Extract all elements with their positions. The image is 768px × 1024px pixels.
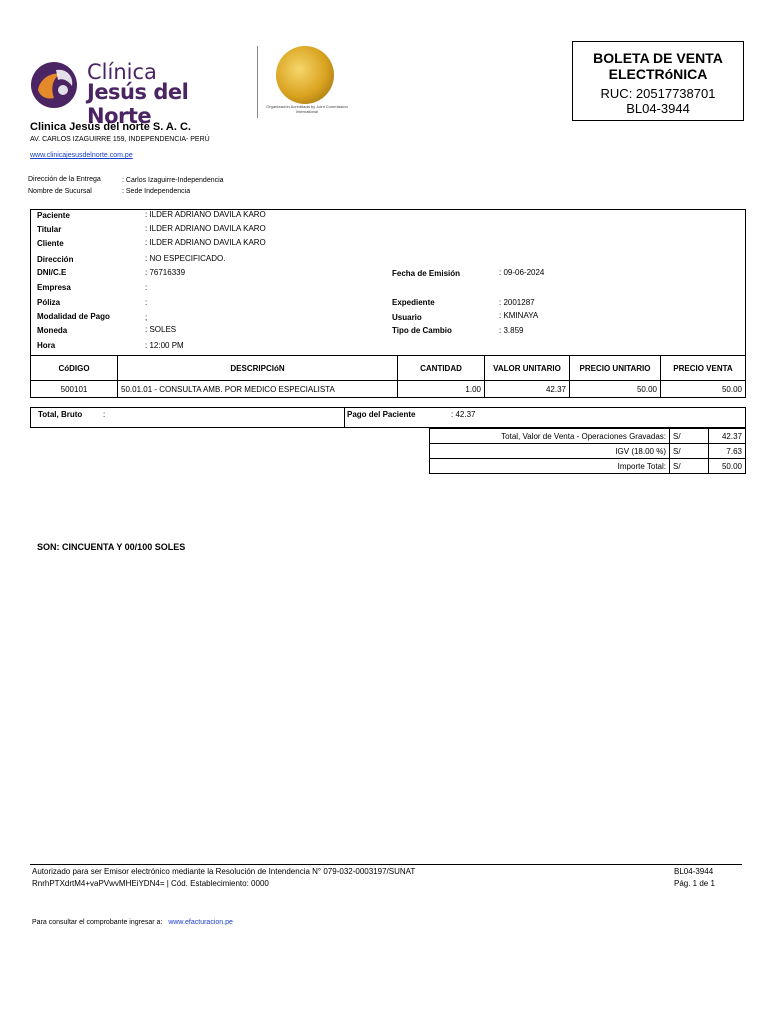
summary-label: Importe Total: [430, 459, 670, 474]
efacturacion-link[interactable]: www.efacturacion.pe [168, 919, 233, 926]
empresa-value: : [145, 283, 148, 292]
delivery-address-value: : Carlos Izaguirre-Independencia [122, 177, 224, 184]
document-title-box [572, 41, 744, 121]
moneda-value: : SOLES [145, 325, 177, 334]
cell-cantidad: 1.00 [398, 381, 485, 398]
paciente-label: Paciente [37, 211, 70, 220]
titular-value: : ILDER ADRIANO DAVILA KARO [145, 224, 266, 233]
summary-row [430, 459, 746, 474]
seal-text: Organización Acreditada by Joint Commission International [266, 104, 348, 114]
dni-value: : 76716339 [145, 268, 186, 277]
patient-info-box [30, 209, 746, 356]
authorization-text: Autorizado para ser Emisor electrónico mediante la Resolución de Intendencia N° 079-032-0003197/SUNAT [32, 867, 416, 876]
hora-value: : 12:00 PM [145, 341, 184, 350]
usuario-value: : KMINAYA [499, 311, 539, 320]
dni-label: DNI/C.E [37, 268, 67, 277]
cliente-value: : ILDER ADRIANO DAVILA KARO [145, 238, 266, 247]
pago-paciente-value: : 42.37 [451, 410, 476, 419]
summary-label: Total, Valor de Venta - Operaciones Gravadas: [430, 429, 670, 444]
paciente-value: : ILDER ADRIANO DAVILA KARO [145, 210, 266, 219]
fecha-value: : 09-06-2024 [499, 268, 545, 277]
col-precio-venta: PRECIO VENTA [661, 356, 746, 381]
accreditation-seal-icon [276, 46, 334, 104]
company-website-link[interactable]: www.clinicajesusdelnorte.com.pe [30, 152, 133, 159]
direccion-label: Dirección [37, 255, 74, 264]
summary-label: IGV (18.00 %) [430, 444, 670, 459]
summary-currency: S/ [670, 429, 709, 444]
cell-precio-venta: 50.00 [661, 381, 746, 398]
hash-text: RnrhPTXdrtM4+vaPVwvMHEiYDN4= | Cód. Establecimiento: 0000 [32, 879, 269, 888]
footer-divider [30, 864, 742, 865]
usuario-label: Usuario [392, 313, 422, 322]
cell-precio-unitario: 50.00 [570, 381, 661, 398]
direccion-value: : NO ESPECIFICADO. [145, 254, 226, 263]
delivery-address-label: Dirección de la Entrega [28, 176, 101, 183]
expediente-label: Expediente [392, 298, 435, 307]
summary-row [430, 429, 746, 444]
cambio-label: Tipo de Cambio [392, 326, 452, 335]
col-descripcion: DESCRIPCIóN [118, 356, 398, 381]
fecha-label: Fecha de Emisión [392, 269, 461, 278]
document-serie: BL04-3944 [626, 101, 690, 116]
company-address: AV. CARLOS IZAGUIRRE 159, INDEPENDENCIA- PERÚ [30, 136, 210, 143]
logo-line1: Clínica [87, 60, 157, 84]
consult-line [32, 919, 233, 926]
page-number: Pág. 1 de 1 [674, 879, 715, 888]
titular-label: Titular [37, 225, 62, 234]
pago-paciente-label: Pago del Paciente [347, 410, 416, 419]
poliza-value: : [145, 298, 148, 307]
empresa-label: Empresa [37, 283, 71, 292]
cliente-label: Cliente [37, 239, 64, 248]
cell-descripcion: 50.01.01 - CONSULTA AMB. POR MEDICO ESPECIALISTA [118, 381, 398, 398]
amount-in-words: SON: CINCUENTA Y 00/100 SOLES [37, 542, 186, 552]
col-codigo: CóDIGO [31, 356, 118, 381]
consult-text: Para consultar el comprobante ingresar a: [32, 919, 163, 926]
col-precio-unitario: PRECIO UNITARIO [570, 356, 661, 381]
footer-serie: BL04-3944 [674, 867, 714, 876]
clinic-logo-icon [30, 60, 82, 110]
expediente-value: : 2001287 [499, 298, 535, 307]
items-header-row [31, 356, 746, 381]
modalidad-value: ; [145, 313, 148, 322]
document-title: BOLETA DE VENTA ELECTRóNICA [593, 50, 723, 82]
modalidad-label: Modalidad de Pago [37, 312, 110, 321]
summary-table [429, 428, 746, 474]
summary-currency: S/ [670, 444, 709, 459]
summary-amount: 7.63 [709, 444, 746, 459]
logo-line2: Jesús del Norte [87, 80, 189, 128]
branch-value: : Sede Independencia [122, 188, 191, 195]
cambio-value: : 3.859 [499, 326, 524, 335]
summary-row [430, 444, 746, 459]
cell-valor-unitario: 42.37 [485, 381, 570, 398]
ruc-number: RUC: 20517738701 [600, 86, 716, 101]
bruto-value: : [103, 410, 106, 419]
cell-codigo: 500101 [31, 381, 118, 398]
poliza-label: Póliza [37, 298, 61, 307]
summary-currency: S/ [670, 459, 709, 474]
col-valor-unitario: VALOR UNITARIO [485, 356, 570, 381]
bruto-label: Total, Bruto [38, 410, 83, 419]
col-cantidad: CANTIDAD [398, 356, 485, 381]
summary-amount: 42.37 [709, 429, 746, 444]
total-row-divider [344, 407, 345, 427]
company-name: Clinica Jesús del norte S. A. C. [30, 121, 191, 133]
table-row [31, 381, 746, 398]
branch-label: Nombre de Sucursal [28, 188, 92, 195]
header-divider [257, 46, 258, 118]
moneda-label: Moneda [37, 326, 68, 335]
items-table [30, 355, 746, 398]
hora-label: Hora [37, 341, 56, 350]
summary-amount: 50.00 [709, 459, 746, 474]
